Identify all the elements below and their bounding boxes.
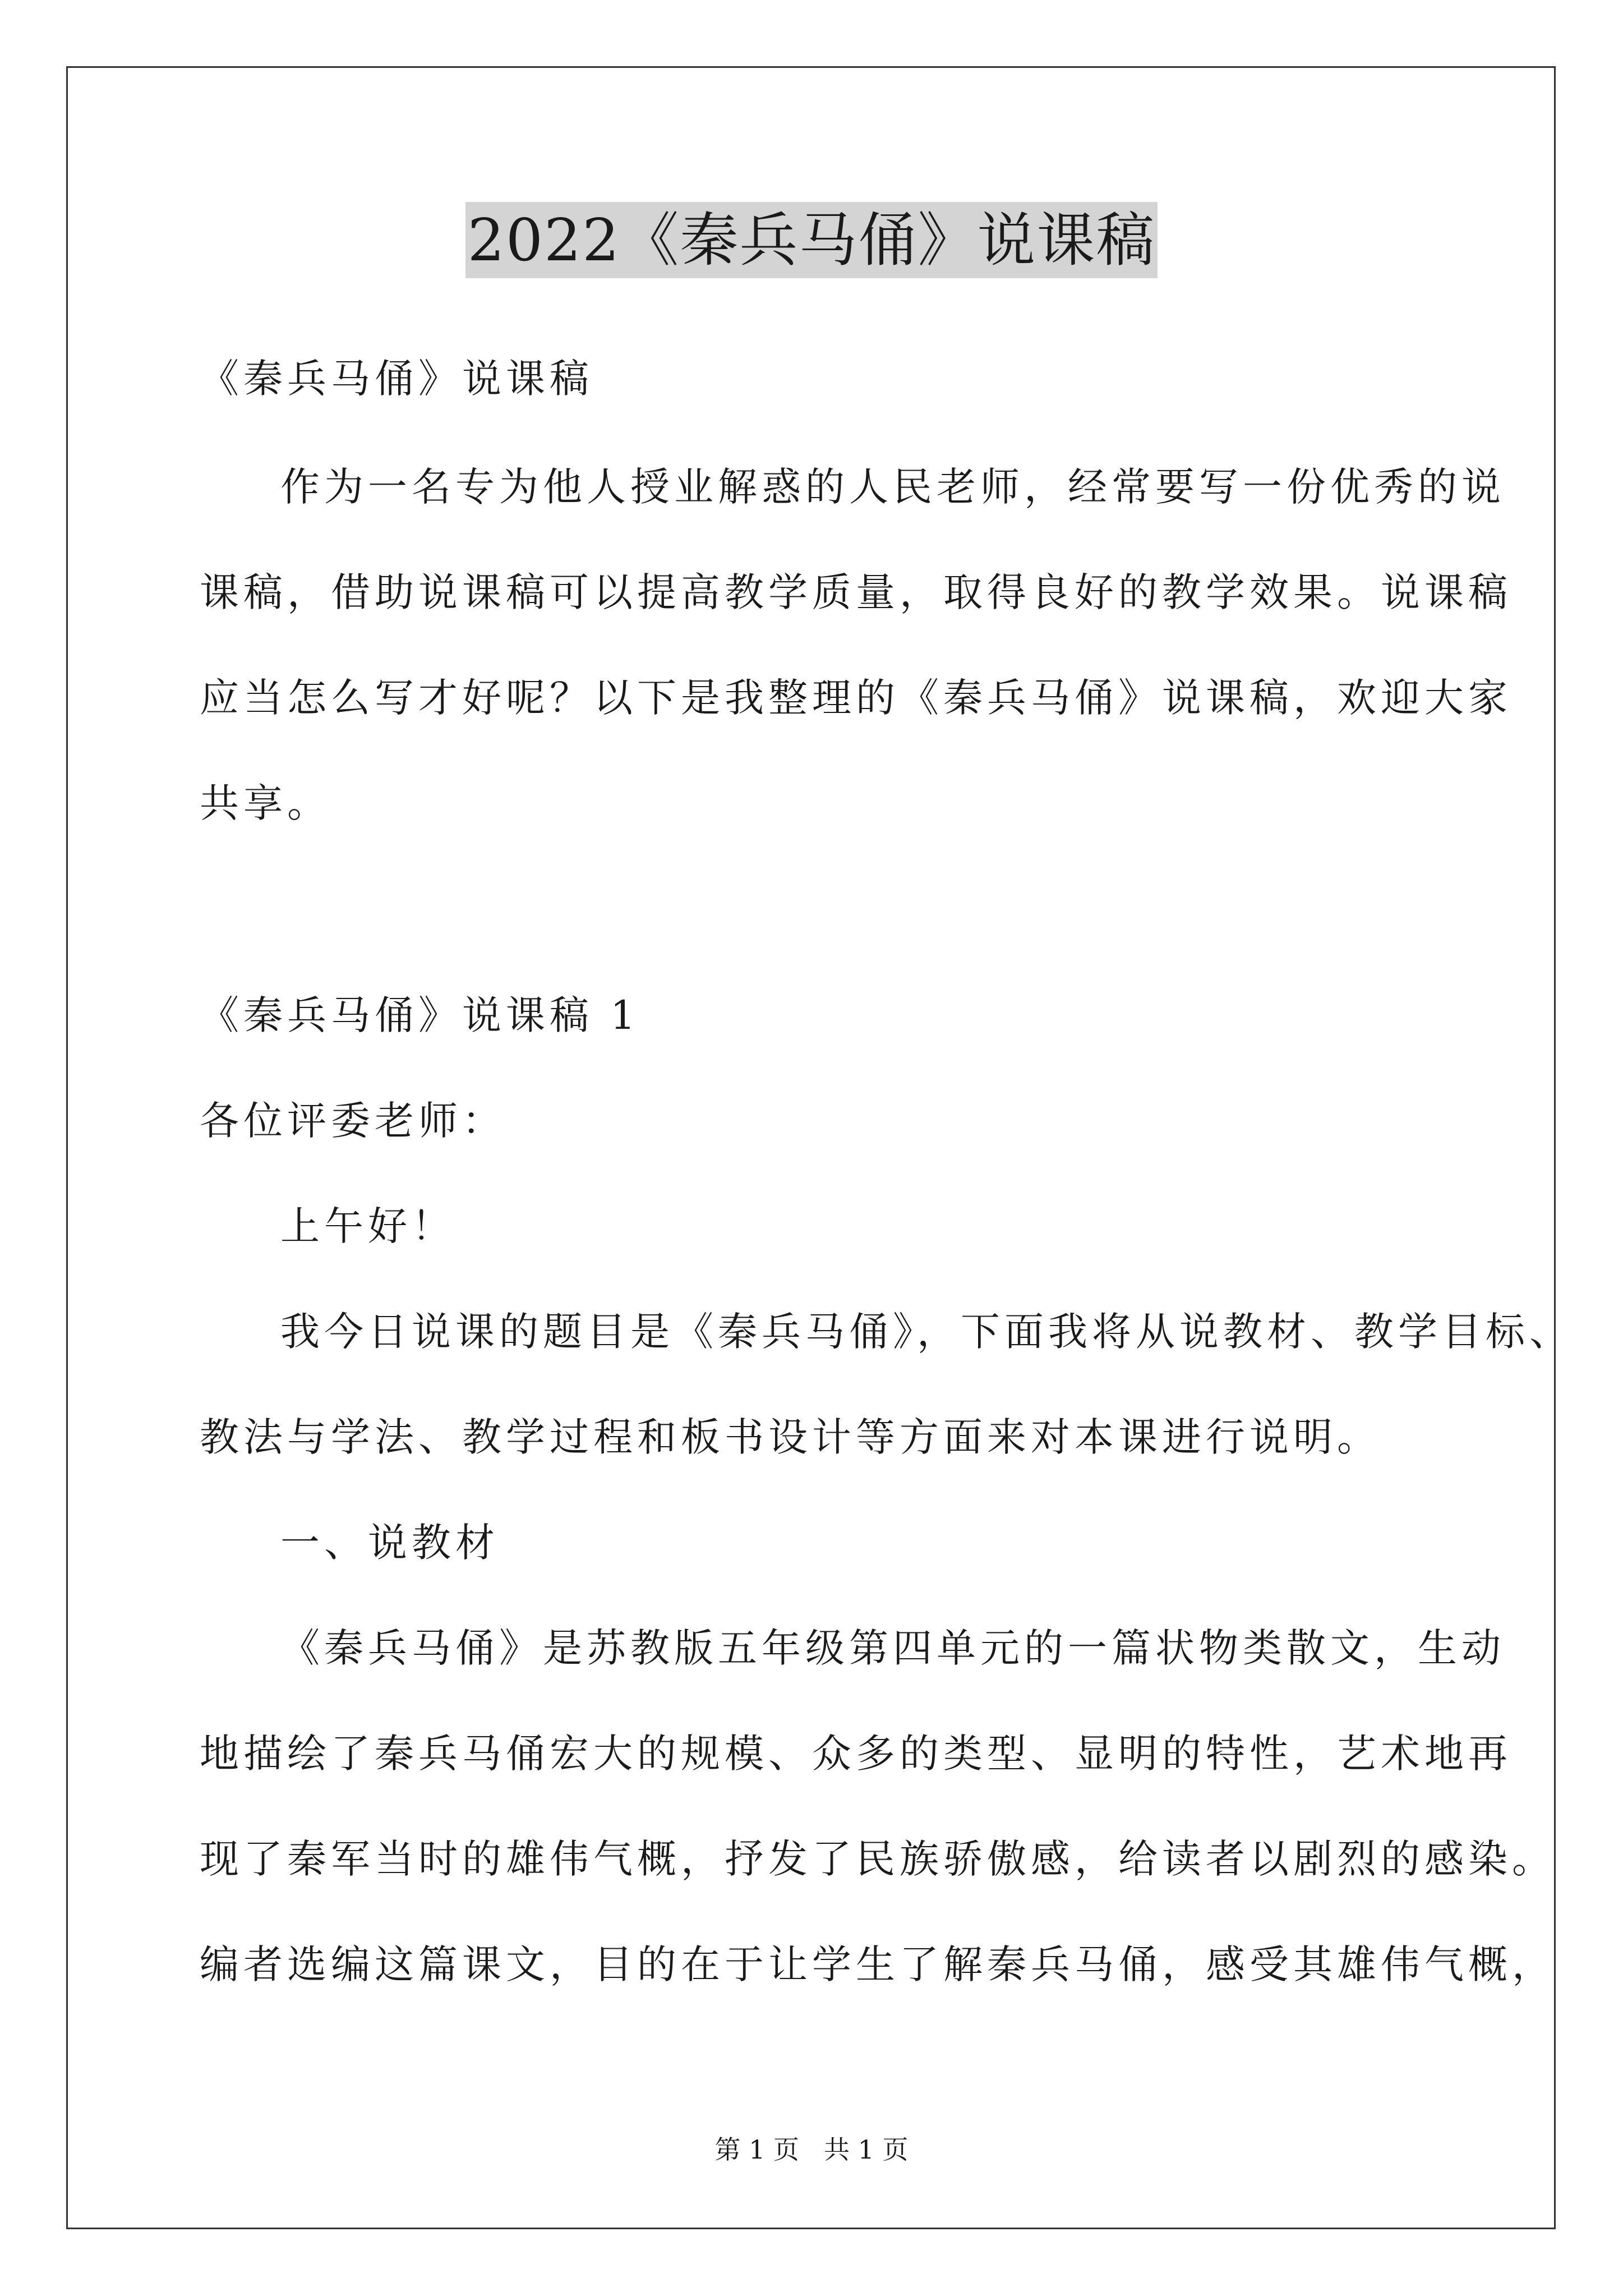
- page-number: 第 1 页: [714, 2134, 799, 2165]
- salutation: 各位评委老师：: [200, 1098, 506, 1144]
- intro-line: 作为一名专为他人授业解惑的人民老师，经常要写一份优秀的说: [280, 464, 1505, 510]
- opening-line: 我今日说课的题目是《秦兵马俑》，下面我将从说教材、教学目标、: [280, 1309, 1573, 1355]
- part-one-heading: 一、说教材: [280, 1520, 499, 1566]
- page-footer: [0, 2133, 1623, 2166]
- part-one-line: 《秦兵马俑》是苏教版五年级第四单元的一篇状物类散文，生动: [280, 1625, 1505, 1671]
- part-one-line: 编者选编这篇课文，目的在于让学生了解秦兵马俑，感受其雄伟气概，: [200, 1941, 1556, 1987]
- intro-line: 应当怎么写才好呢？以下是我整理的《秦兵马俑》说课稿，欢迎大家: [200, 675, 1512, 721]
- intro-line: 共享。: [200, 780, 331, 826]
- section-heading: 《秦兵马俑》说课稿 1: [200, 992, 640, 1038]
- part-one-line: 现了秦军当时的雄伟气概，抒发了民族骄傲感，给读者以剧烈的感染。: [200, 1836, 1556, 1882]
- document-title: 2022《秦兵马俑》说课稿: [465, 202, 1158, 278]
- subtitle: 《秦兵马俑》说课稿: [200, 356, 593, 402]
- greeting: 上午好！: [280, 1203, 455, 1249]
- part-one-line: 地描绘了秦兵马俑宏大的规模、众多的类型、显明的特性，艺术地再: [200, 1731, 1512, 1777]
- page-total: 共 1 页: [824, 2134, 909, 2165]
- opening-line: 教法与学法、教学过程和板书设计等方面来对本课进行说明。: [200, 1414, 1381, 1460]
- intro-line: 课稿，借助说课稿可以提高教学质量，取得良好的教学效果。说课稿: [200, 569, 1512, 615]
- title-container: [0, 202, 1623, 278]
